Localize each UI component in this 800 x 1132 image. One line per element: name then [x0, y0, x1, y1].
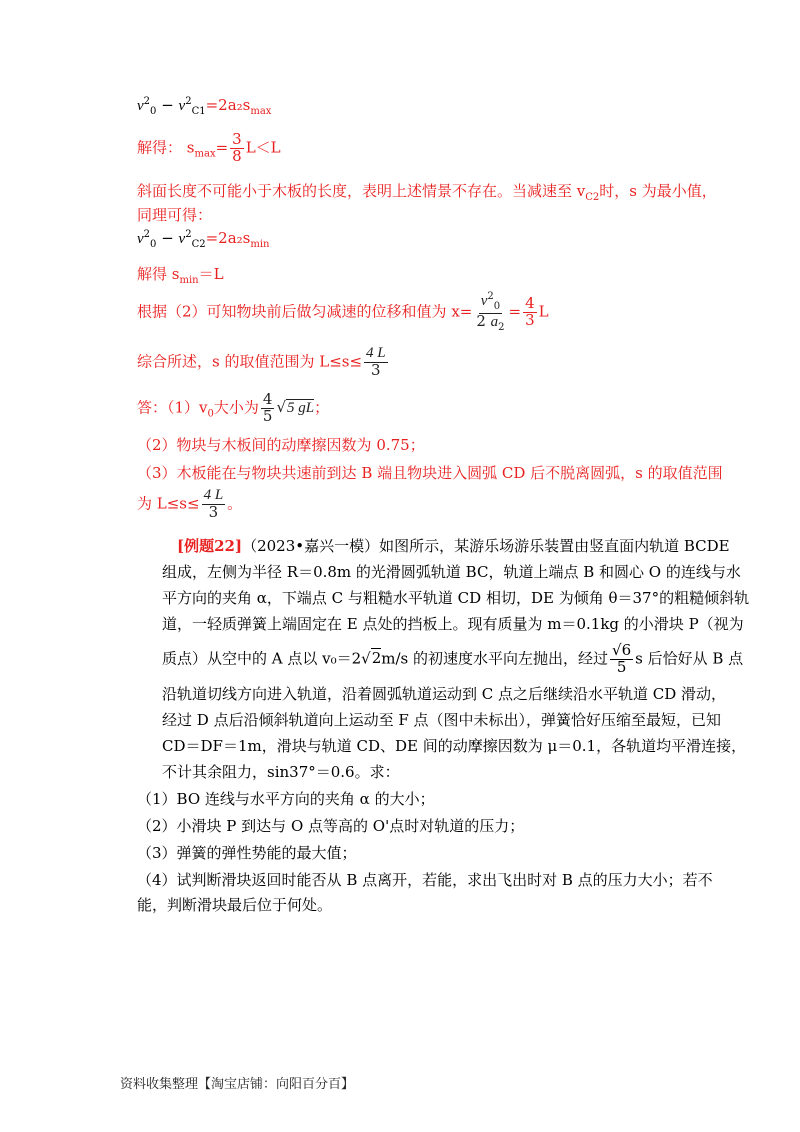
answer-3-line2: 为 L≤s≤ $\frac{4 L}{3}$ 。 — [137, 487, 243, 521]
example-line-7: 经过 D 点后沿倾斜轨道向上运动至 F 点（图中未标出），弹簧恰好压缩至最短，已知 — [162, 711, 722, 729]
example-line-6: 沿轨道切线方向进入轨道，沿着圆弧轨道运动到 C 点之后继续沿水平轨道 CD 滑动， — [162, 685, 727, 703]
question-1: （1）BO 连线与水平方向的夹角 α 的大小； — [137, 790, 435, 808]
page-footer: 资料收集整理【淘宝店铺：向阳百分百】 — [120, 1077, 355, 1092]
paragraph-range-summary: 综合所述，s 的取值范围为 L≤s≤ $\frac{4 L}{3}$ — [137, 345, 386, 379]
paragraph-min-condition: 斜面长度不可能小于木板的长度，表明上述情景不存在。当减速至 $v_{C2}$时，s 为最小值， — [137, 182, 717, 203]
question-2: （2）小滑块 P 到达与 O 点等高的 O'点时对轨道的压力； — [137, 817, 525, 835]
solve-s-min: 解得 $s_{min}=L$ — [137, 265, 224, 286]
example-line-9: 不计其余阻力，sin37°＝0.6。求： — [162, 763, 400, 781]
paragraph-displacement-sum: 根据（2）可知物块前后做匀减速的位移和值为 x= $\frac{v^2_0}{2 a_2}$ = $\frac{4}{3}$ L — [137, 291, 549, 333]
question-4-line2: 能，判断滑块最后位于何处。 — [137, 896, 333, 914]
example-line-3: 平方向的夹角 α，下端点 C 与粗糙水平轨道 CD 相切，DE 为倾角 θ＝37°的粗糙倾斜轨 — [162, 589, 750, 607]
answer-1: 答：$(1)v_0$大小为 $\frac{4}{5}$ √5 gL； — [137, 390, 330, 425]
answer-3-line1: （3）木板能在与物块共速前到达 B 端且物块进入圆弧 CD 后不脱离圆弧，s 的取值范围 — [137, 464, 723, 482]
equation-energy-max: $v^2_0 - v^2_{C1}=2a_2s_{max}$ — [137, 96, 272, 117]
answer-2: （2）物块与木板间的动摩擦因数为 0.75； — [137, 436, 425, 454]
question-3: （3）弹簧的弹性势能的最大值； — [137, 844, 357, 862]
question-4-line1: （4）试判断滑块返回时能否从 B 点离开，若能，求出飞出时对 B 点的压力大小；若不 — [137, 871, 713, 889]
example-line-4: 道，一轻质弹簧上端固定在 E 点处的挡板上。现有质量为 m＝0.1kg 的小滑块 P（视为 — [162, 615, 744, 633]
example-line-2: 组成，左侧为半径 R＝0.8m 的光滑圆弧轨道 BC，轨道上端点 B 和圆心 O 的连线与水 — [162, 563, 741, 581]
example-line-5: 质点）从空中的 A 点以 v₀＝2√2m/s 的初速度水平向左抛出，经过 $\frac{√6}{5}$ s 后恰好从 B 点 — [162, 641, 744, 676]
paragraph-similarly: 同理可得： — [137, 206, 213, 224]
example-line-8: CD＝DF＝1m，滑块与轨道 CD、DE 间的动摩擦因数为 μ＝0.1，各轨道均平滑连接， — [162, 737, 747, 755]
equation-energy-min: $v^2_0 - v^2_{C2}=2a_2s_{min}$ — [137, 229, 270, 250]
example-label: [例题22] — [177, 537, 243, 555]
solve-s-max: 解得： $s_{max}=$ $\frac{3}{8}$ L＜L — [137, 130, 281, 165]
example-heading: [例题22]（2023•嘉兴一模）如图所示，某游乐场游乐装置由竖直面内轨道 BCDE — [177, 537, 730, 555]
